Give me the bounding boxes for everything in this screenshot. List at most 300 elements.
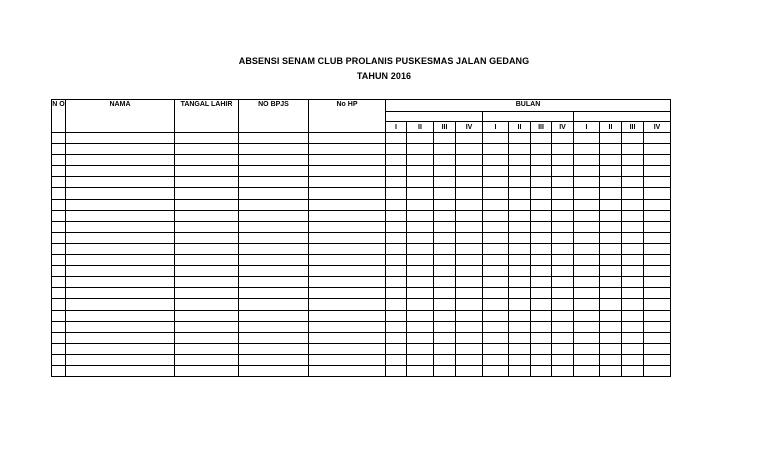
table-cell: [600, 155, 622, 166]
header-no-bpjs: NO BPJS: [239, 100, 309, 133]
table-cell: [574, 365, 600, 376]
week-header-cell: III: [622, 122, 644, 133]
table-cell: [407, 155, 434, 166]
table-cell: [531, 343, 552, 354]
table-cell: [600, 232, 622, 243]
table-cell: [552, 177, 574, 188]
table-cell: [386, 310, 407, 321]
table-cell: [644, 210, 671, 221]
table-cell: [483, 232, 509, 243]
table-cell: [52, 321, 66, 332]
table-cell: [600, 243, 622, 254]
table-cell: [386, 243, 407, 254]
table-cell: [483, 354, 509, 365]
table-cell: [407, 232, 434, 243]
table-cell: [509, 199, 531, 210]
table-cell: [52, 299, 66, 310]
table-cell: [531, 210, 552, 221]
table-cell: [574, 210, 600, 221]
table-cell: [52, 199, 66, 210]
table-cell: [456, 133, 483, 144]
table-cell: [434, 177, 456, 188]
table-cell: [600, 221, 622, 232]
table-cell: [434, 343, 456, 354]
table-cell: [434, 255, 456, 266]
table-cell: [644, 188, 671, 199]
table-cell: [434, 199, 456, 210]
table-row: [52, 166, 671, 177]
table-cell: [386, 365, 407, 376]
table-cell: [644, 133, 671, 144]
table-cell: [456, 310, 483, 321]
table-cell: [66, 221, 175, 232]
table-cell: [407, 221, 434, 232]
table-row: [52, 210, 671, 221]
table-cell: [456, 255, 483, 266]
table-cell: [509, 133, 531, 144]
week-header-cell: II: [509, 122, 531, 133]
table-cell: [622, 299, 644, 310]
table-cell: [175, 155, 239, 166]
table-cell: [531, 166, 552, 177]
table-cell: [386, 155, 407, 166]
table-cell: [644, 365, 671, 376]
table-cell: [386, 288, 407, 299]
table-cell: [456, 144, 483, 155]
table-cell: [434, 299, 456, 310]
table-cell: [175, 277, 239, 288]
week-header-cell: II: [407, 122, 434, 133]
table-cell: [407, 266, 434, 277]
table-cell: [407, 321, 434, 332]
table-cell: [600, 255, 622, 266]
table-cell: [456, 277, 483, 288]
table-cell: [600, 321, 622, 332]
table-cell: [239, 188, 309, 199]
table-cell: [309, 243, 386, 254]
table-cell: [407, 299, 434, 310]
table-cell: [600, 199, 622, 210]
table-cell: [309, 266, 386, 277]
table-cell: [644, 266, 671, 277]
table-cell: [175, 354, 239, 365]
document-year: TAHUN 2016: [356, 71, 412, 81]
table-cell: [239, 310, 309, 321]
table-cell: [644, 288, 671, 299]
table-row: [52, 144, 671, 155]
table-cell: [66, 243, 175, 254]
table-cell: [52, 354, 66, 365]
table-cell: [531, 144, 552, 155]
table-cell: [622, 166, 644, 177]
table-cell: [509, 188, 531, 199]
table-cell: [175, 243, 239, 254]
table-cell: [509, 166, 531, 177]
table-cell: [552, 310, 574, 321]
table-cell: [644, 343, 671, 354]
table-cell: [600, 343, 622, 354]
table-cell: [66, 332, 175, 343]
table-cell: [66, 155, 175, 166]
table-row: [52, 221, 671, 232]
table-cell: [574, 354, 600, 365]
table-cell: [456, 166, 483, 177]
table-cell: [456, 232, 483, 243]
table-cell: [574, 299, 600, 310]
table-cell: [600, 277, 622, 288]
table-cell: [574, 199, 600, 210]
table-cell: [239, 243, 309, 254]
table-cell: [434, 266, 456, 277]
table-cell: [552, 343, 574, 354]
table-cell: [175, 199, 239, 210]
table-cell: [434, 232, 456, 243]
table-cell: [66, 354, 175, 365]
table-cell: [175, 232, 239, 243]
table-cell: [574, 144, 600, 155]
table-cell: [574, 321, 600, 332]
table-cell: [644, 144, 671, 155]
table-cell: [600, 144, 622, 155]
table-cell: [644, 321, 671, 332]
table-cell: [175, 210, 239, 221]
header-bulan: BULAN: [386, 100, 671, 112]
table-cell: [309, 232, 386, 243]
table-cell: [644, 166, 671, 177]
table-cell: [600, 354, 622, 365]
week-header-cell: IV: [644, 122, 671, 133]
table-cell: [309, 288, 386, 299]
week-header-cell: IV: [456, 122, 483, 133]
table-cell: [52, 343, 66, 354]
header-no: N O: [52, 100, 66, 133]
table-cell: [239, 221, 309, 232]
table-cell: [52, 177, 66, 188]
table-cell: [456, 321, 483, 332]
table-cell: [66, 199, 175, 210]
table-cell: [622, 133, 644, 144]
table-cell: [600, 133, 622, 144]
table-cell: [531, 332, 552, 343]
month-group-cell: [483, 112, 574, 122]
table-cell: [483, 288, 509, 299]
table-cell: [574, 255, 600, 266]
table-cell: [531, 288, 552, 299]
table-cell: [407, 365, 434, 376]
table-cell: [239, 321, 309, 332]
table-cell: [574, 188, 600, 199]
table-cell: [509, 277, 531, 288]
table-cell: [552, 188, 574, 199]
table-cell: [175, 133, 239, 144]
table-cell: [531, 232, 552, 243]
table-cell: [175, 310, 239, 321]
table-cell: [239, 365, 309, 376]
table-cell: [531, 255, 552, 266]
table-cell: [644, 277, 671, 288]
table-cell: [552, 321, 574, 332]
table-cell: [309, 343, 386, 354]
table-cell: [52, 232, 66, 243]
table-cell: [52, 255, 66, 266]
table-cell: [239, 343, 309, 354]
table-cell: [407, 210, 434, 221]
table-row: [52, 310, 671, 321]
table-cell: [386, 299, 407, 310]
table-cell: [552, 332, 574, 343]
table-cell: [386, 166, 407, 177]
week-header-cell: I: [574, 122, 600, 133]
table-cell: [644, 232, 671, 243]
table-cell: [66, 299, 175, 310]
table-cell: [552, 365, 574, 376]
table-cell: [407, 288, 434, 299]
table-cell: [456, 299, 483, 310]
table-cell: [434, 243, 456, 254]
table-cell: [456, 332, 483, 343]
table-cell: [552, 288, 574, 299]
table-cell: [509, 144, 531, 155]
table-cell: [509, 221, 531, 232]
table-cell: [66, 133, 175, 144]
table-cell: [407, 332, 434, 343]
table-cell: [52, 166, 66, 177]
table-cell: [434, 221, 456, 232]
table-cell: [531, 243, 552, 254]
table-cell: [600, 210, 622, 221]
table-cell: [531, 365, 552, 376]
table-cell: [644, 332, 671, 343]
table-cell: [531, 321, 552, 332]
table-cell: [386, 266, 407, 277]
table-cell: [407, 243, 434, 254]
table-cell: [386, 221, 407, 232]
table-cell: [509, 177, 531, 188]
table-cell: [600, 177, 622, 188]
table-cell: [574, 277, 600, 288]
table-row: [52, 232, 671, 243]
table-cell: [483, 243, 509, 254]
table-cell: [239, 255, 309, 266]
table-row: [52, 321, 671, 332]
table-cell: [622, 310, 644, 321]
table-cell: [66, 288, 175, 299]
table-cell: [483, 266, 509, 277]
table-cell: [52, 144, 66, 155]
table-cell: [309, 332, 386, 343]
month-group-cell: [574, 112, 671, 122]
table-cell: [574, 232, 600, 243]
table-cell: [239, 277, 309, 288]
table-cell: [407, 166, 434, 177]
table-cell: [407, 177, 434, 188]
table-cell: [309, 277, 386, 288]
table-cell: [175, 188, 239, 199]
table-cell: [407, 343, 434, 354]
table-cell: [175, 166, 239, 177]
table-cell: [483, 343, 509, 354]
week-header-cell: III: [531, 122, 552, 133]
table-cell: [309, 365, 386, 376]
table-cell: [434, 365, 456, 376]
table-cell: [483, 310, 509, 321]
table-cell: [175, 144, 239, 155]
table-cell: [622, 221, 644, 232]
table-cell: [509, 299, 531, 310]
table-cell: [531, 266, 552, 277]
table-cell: [309, 199, 386, 210]
table-cell: [483, 299, 509, 310]
table-cell: [622, 255, 644, 266]
week-header-cell: I: [483, 122, 509, 133]
table-cell: [456, 177, 483, 188]
table-cell: [386, 321, 407, 332]
table-cell: [531, 188, 552, 199]
table-cell: [66, 188, 175, 199]
table-cell: [509, 332, 531, 343]
table-cell: [52, 243, 66, 254]
table-cell: [407, 255, 434, 266]
table-cell: [574, 177, 600, 188]
table-cell: [483, 255, 509, 266]
table-row: [52, 354, 671, 365]
table-cell: [483, 210, 509, 221]
table-cell: [386, 255, 407, 266]
table-cell: [644, 310, 671, 321]
table-cell: [309, 177, 386, 188]
table-cell: [456, 155, 483, 166]
table-cell: [552, 133, 574, 144]
table-cell: [407, 199, 434, 210]
table-cell: [239, 210, 309, 221]
table-cell: [309, 144, 386, 155]
week-header-cell: IV: [552, 122, 574, 133]
table-cell: [52, 277, 66, 288]
table-cell: [483, 277, 509, 288]
table-cell: [552, 144, 574, 155]
table-cell: [456, 199, 483, 210]
table-cell: [239, 232, 309, 243]
table-cell: [175, 299, 239, 310]
table-cell: [600, 288, 622, 299]
table-cell: [509, 343, 531, 354]
table-cell: [66, 177, 175, 188]
table-cell: [434, 277, 456, 288]
table-cell: [175, 365, 239, 376]
table-cell: [483, 166, 509, 177]
table-cell: [600, 266, 622, 277]
table-cell: [622, 243, 644, 254]
table-cell: [456, 266, 483, 277]
table-cell: [309, 354, 386, 365]
header-nama: NAMA: [66, 100, 175, 133]
table-cell: [456, 188, 483, 199]
table-cell: [531, 221, 552, 232]
table-cell: [456, 354, 483, 365]
table-cell: [483, 133, 509, 144]
table-cell: [622, 321, 644, 332]
table-cell: [531, 310, 552, 321]
table-cell: [386, 210, 407, 221]
table-cell: [644, 354, 671, 365]
table-cell: [552, 221, 574, 232]
table-cell: [600, 299, 622, 310]
table-row: [52, 288, 671, 299]
table-cell: [434, 144, 456, 155]
week-header-cell: I: [386, 122, 407, 133]
table-cell: [309, 166, 386, 177]
table-cell: [456, 365, 483, 376]
table-row: [52, 266, 671, 277]
table-cell: [600, 365, 622, 376]
table-cell: [509, 155, 531, 166]
table-cell: [644, 299, 671, 310]
attendance-table: [51, 99, 671, 377]
table-cell: [622, 266, 644, 277]
table-cell: [456, 288, 483, 299]
table-cell: [66, 310, 175, 321]
table-cell: [600, 166, 622, 177]
table-cell: [622, 188, 644, 199]
table-cell: [531, 133, 552, 144]
table-row: [52, 277, 671, 288]
table-cell: [552, 232, 574, 243]
table-cell: [574, 343, 600, 354]
table-cell: [66, 255, 175, 266]
table-cell: [52, 210, 66, 221]
table-cell: [456, 210, 483, 221]
table-cell: [483, 144, 509, 155]
table-cell: [574, 133, 600, 144]
table-cell: [509, 210, 531, 221]
table-cell: [622, 155, 644, 166]
table-cell: [574, 266, 600, 277]
table-cell: [239, 354, 309, 365]
table-cell: [622, 288, 644, 299]
table-cell: [407, 310, 434, 321]
table-cell: [239, 166, 309, 177]
table-cell: [239, 133, 309, 144]
table-cell: [309, 188, 386, 199]
table-row: [52, 343, 671, 354]
table-cell: [574, 155, 600, 166]
table-cell: [239, 155, 309, 166]
table-cell: [386, 144, 407, 155]
table-cell: [574, 221, 600, 232]
table-cell: [434, 155, 456, 166]
table-cell: [531, 199, 552, 210]
table-cell: [175, 221, 239, 232]
table-cell: [483, 221, 509, 232]
table-cell: [239, 177, 309, 188]
table-cell: [309, 299, 386, 310]
table-cell: [386, 177, 407, 188]
table-cell: [52, 155, 66, 166]
table-cell: [509, 321, 531, 332]
table-cell: [509, 266, 531, 277]
table-cell: [386, 354, 407, 365]
table-cell: [644, 199, 671, 210]
document-title: ABSENSI SENAM CLUB PROLANIS PUSKESMAS JALAN GEDANG: [238, 56, 530, 66]
table-cell: [531, 277, 552, 288]
table-cell: [175, 266, 239, 277]
table-cell: [66, 365, 175, 376]
table-cell: [483, 332, 509, 343]
table-cell: [622, 232, 644, 243]
table-cell: [175, 321, 239, 332]
table-cell: [386, 133, 407, 144]
table-cell: [407, 144, 434, 155]
